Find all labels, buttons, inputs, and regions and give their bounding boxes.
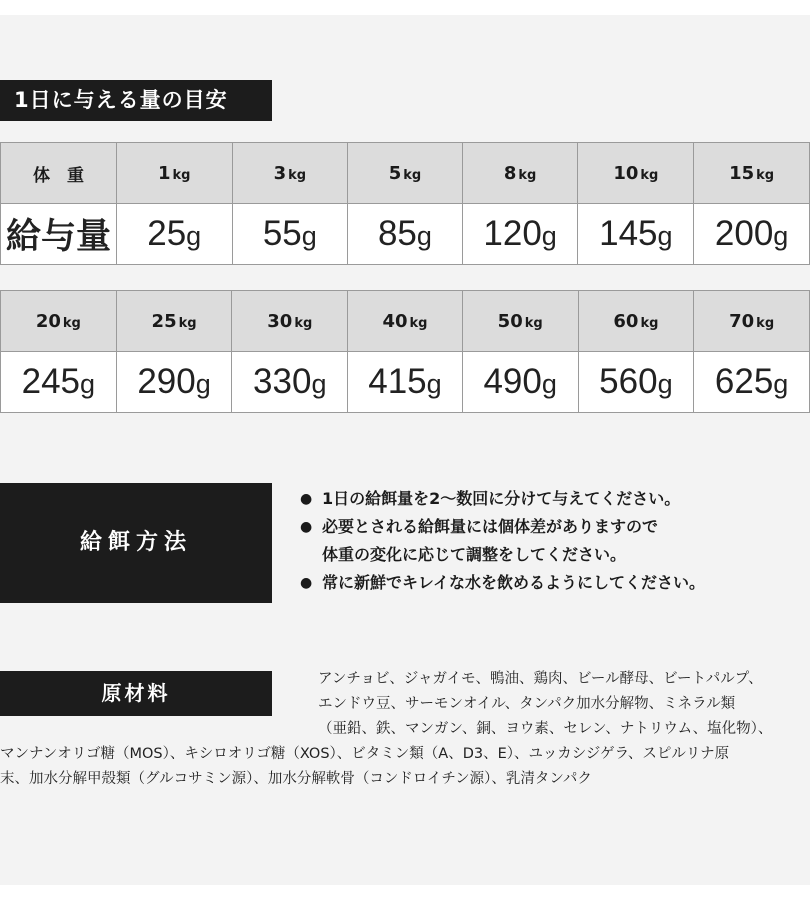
weight-value: 60 bbox=[613, 310, 639, 332]
weight-value: 10 bbox=[613, 162, 639, 184]
page-title: 1日に与える量の目安 bbox=[0, 80, 272, 121]
weight-value: 1 bbox=[157, 162, 171, 184]
weight-unit: kg bbox=[62, 315, 81, 331]
weight-unit: kg bbox=[409, 315, 428, 331]
amount-cell bbox=[232, 352, 348, 413]
amount-cell bbox=[694, 204, 810, 265]
amount-value: 245 bbox=[21, 362, 81, 401]
weight-unit: kg bbox=[172, 167, 191, 183]
weight-value: 15 bbox=[729, 162, 755, 184]
amount-unit: g bbox=[773, 369, 789, 399]
weight-cell bbox=[694, 143, 810, 204]
weight-cell bbox=[578, 291, 694, 352]
weight-unit: kg bbox=[756, 315, 775, 331]
amount-cell bbox=[348, 204, 463, 265]
amount-unit: g bbox=[773, 221, 789, 251]
weight-cell bbox=[578, 143, 694, 204]
feeding-instructions bbox=[300, 485, 805, 597]
weight-cell bbox=[232, 143, 348, 204]
amount-value: 55 bbox=[262, 214, 302, 253]
amount-unit: g bbox=[311, 369, 327, 399]
weight-cell bbox=[1, 291, 117, 352]
weight-value: 5 bbox=[388, 162, 402, 184]
weight-cell bbox=[694, 291, 810, 352]
amount-value: 625 bbox=[714, 362, 774, 401]
amount-row bbox=[1, 352, 810, 413]
weight-unit: kg bbox=[288, 167, 307, 183]
amount-unit: g bbox=[541, 369, 557, 399]
weight-value: 8 bbox=[503, 162, 517, 184]
instruction-item: ● 1日の給餌量を2～数回に分けて与えてください。 bbox=[300, 485, 805, 513]
weight-value: 25 bbox=[151, 310, 177, 332]
ingredients-line: エンドウ豆、サーモンオイル、タンパク加水分解物、ミネラル類 bbox=[318, 696, 736, 712]
amount-cell bbox=[694, 352, 810, 413]
weight-cell bbox=[462, 143, 578, 204]
amount-value: 560 bbox=[599, 362, 658, 401]
amount-cell bbox=[116, 204, 232, 265]
amount-value: 330 bbox=[253, 362, 312, 401]
weight-value: 40 bbox=[382, 310, 408, 332]
weight-cell bbox=[462, 291, 578, 352]
ingredients-heading: 原材料 bbox=[0, 671, 272, 716]
weight-unit: kg bbox=[178, 315, 197, 331]
weight-cell bbox=[116, 291, 232, 352]
weight-unit: kg bbox=[518, 167, 537, 183]
amount-unit: g bbox=[195, 369, 211, 399]
amount-unit: g bbox=[541, 221, 557, 251]
instruction-item: ● 常に新鮮でキレイな水を飲めるようにしてください。 bbox=[300, 569, 805, 597]
amount-cell bbox=[578, 352, 694, 413]
amount-unit: g bbox=[416, 221, 432, 251]
amount-value: 85 bbox=[377, 214, 417, 253]
weight-unit: kg bbox=[640, 315, 659, 331]
instruction-item-continued: 体重の変化に応じて調整をしてください。 bbox=[322, 545, 627, 564]
weight-unit: kg bbox=[294, 315, 313, 331]
amount-value: 290 bbox=[137, 362, 196, 401]
ingredients-line: 末、加水分解甲殻類（グルコサミン源）、加水分解軟骨（コンドロイチン源）、乳清タンパク bbox=[0, 771, 592, 787]
amount-cell bbox=[1, 352, 117, 413]
amount-unit: g bbox=[186, 221, 202, 251]
weight-value: 30 bbox=[267, 310, 293, 332]
amount-unit: g bbox=[301, 221, 317, 251]
ingredients-line: マンナンオリゴ糖（MOS）、キシロオリゴ糖（XOS）、ビタミン類（A、D3、E）、ユッカシジゲラ、スピルリナ原 bbox=[0, 746, 730, 762]
weight-cell bbox=[116, 143, 232, 204]
weight-row bbox=[1, 291, 810, 352]
ingredients-line: （亜鉛、鉄、マンガン、銅、ヨウ素、セレン、ナトリウム、塩化物）、 bbox=[318, 721, 773, 737]
weight-value: 20 bbox=[35, 310, 61, 332]
amount-label: 給与量 bbox=[1, 204, 117, 265]
weight-unit: kg bbox=[524, 315, 543, 331]
amount-cell bbox=[462, 204, 578, 265]
amount-cell bbox=[232, 204, 348, 265]
amount-value: 200 bbox=[714, 214, 774, 253]
weight-value: 3 bbox=[273, 162, 287, 184]
amount-value: 145 bbox=[599, 214, 658, 253]
weight-cell bbox=[348, 143, 463, 204]
ingredients-line: アンチョビ、ジャガイモ、鴨油、鶏肉、ビール酵母、ビートパルプ、 bbox=[318, 671, 763, 687]
amount-value: 25 bbox=[147, 214, 187, 253]
ingredients-list bbox=[0, 667, 810, 792]
weight-value: 70 bbox=[729, 310, 755, 332]
weight-unit: kg bbox=[403, 167, 422, 183]
amount-cell bbox=[462, 352, 578, 413]
instruction-item: ● 必要とされる給餌量には個体差がありますので bbox=[300, 513, 805, 541]
feeding-amount-table-2 bbox=[0, 290, 810, 413]
amount-unit: g bbox=[426, 369, 442, 399]
amount-value: 415 bbox=[368, 362, 427, 401]
weight-cell bbox=[348, 291, 463, 352]
amount-row bbox=[1, 204, 810, 265]
amount-cell bbox=[116, 352, 232, 413]
amount-cell bbox=[578, 204, 694, 265]
amount-cell bbox=[348, 352, 463, 413]
feeding-amount-table-1 bbox=[0, 142, 810, 265]
weight-label: 体 重 bbox=[1, 143, 117, 204]
weight-value: 50 bbox=[497, 310, 523, 332]
feeding-method-heading: 給餌方法 bbox=[0, 483, 272, 603]
amount-unit: g bbox=[657, 369, 673, 399]
weight-row bbox=[1, 143, 810, 204]
amount-value: 120 bbox=[483, 214, 542, 253]
weight-unit: kg bbox=[756, 167, 775, 183]
weight-cell bbox=[232, 291, 348, 352]
amount-unit: g bbox=[80, 369, 96, 399]
amount-unit: g bbox=[657, 221, 673, 251]
amount-value: 490 bbox=[483, 362, 542, 401]
weight-unit: kg bbox=[640, 167, 659, 183]
